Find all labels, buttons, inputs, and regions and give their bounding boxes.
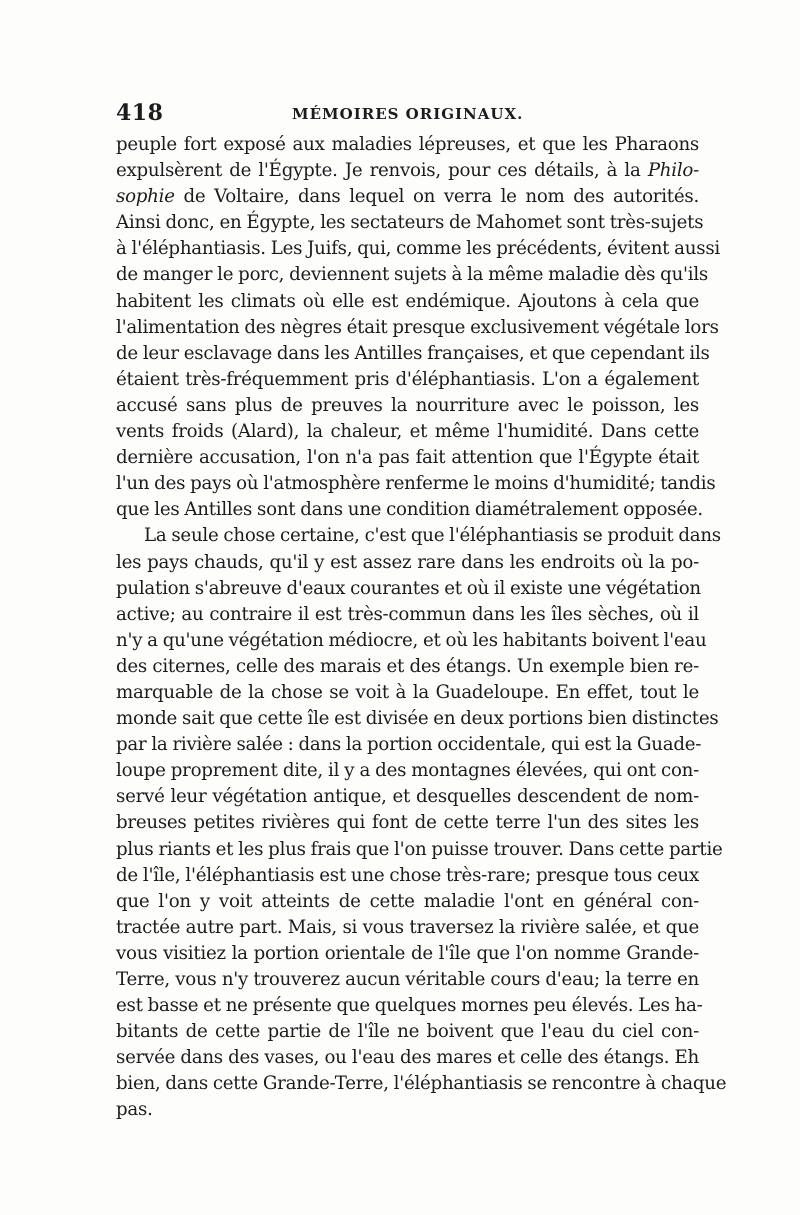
text-line: l'un des pays où l'atmosphère renferme le moins d'humidité; tandis [116,473,716,495]
text-segment: expulsèrent de l'Égypte. Je renvois, pour ces détails, à la [116,160,641,182]
text-line: bien, dans cette Grande-Terre, l'éléphantiasis se rencontre à chaque [116,1073,727,1095]
text-line: La seule chose certaine, c'est que l'éléphantiasis se produit dans [144,525,721,547]
paragraph [116,523,727,1123]
running-head: MÉMOIRES ORIGINAUX. [292,105,524,123]
book-title-italic: sophie [116,186,175,208]
text-line: bitants de cette partie de l'île ne boivent que l'eau du ciel con- [116,1021,699,1043]
text-line: de leur esclavage dans les Antilles françaises, et que cependant ils [116,342,710,364]
text-line: des citernes, celle des marais et des étangs. Un exemple bien re- [116,655,699,677]
text-line: servée dans des vases, ou l'eau des mares et celle des étangs. Eh [116,1047,699,1069]
text-segment: de Voltaire, dans lequel on verra le nom des autorités. [174,186,699,208]
text-line: de manger le porc, deviennent sujets à la même maladie dès qu'ils [116,264,709,286]
text-line: que les Antilles sont dans une condition diamétralement opposée. [116,499,703,521]
text-line: pulation s'abreuve d'eaux courantes et où il existe une végétation [116,577,701,599]
text-line: par la rivière salée : dans la portion occidentale, qui est la Guade- [116,734,702,756]
text-line: plus riants et les plus frais que l'on puisse trouver. Dans cette partie [116,838,723,860]
text-line: Terre, vous n'y trouverez aucun véritable cours d'eau; la terre en [116,969,699,990]
text-line: l'alimentation des nègres était presque exclusivement végétale lors [116,316,719,338]
page-number: 418 [116,100,164,126]
text-line: est basse et ne présente que quelques mornes peu élevés. Les ha- [116,995,703,1017]
body-text [116,132,727,1124]
text-line: loupe proprement dite, il y a des montagnes élevées, qui ont con- [116,760,699,782]
text-line: breuses petites rivières qui font de cette terre l'un des sites les [116,812,699,834]
text-line: à l'éléphantiasis. Les Juifs, qui, comme les précédents, évitent aussi [116,238,720,260]
text-line: de l'île, l'éléphantiasis est une chose très-rare; presque tous ceux [116,864,699,886]
text-line: n'y a qu'une végétation médiocre, et où les habitants boivent l'eau [116,629,707,651]
text-line: vents froids (Alard), la chaleur, et même l'humidité. Dans cette [116,421,699,443]
text-line: servé leur végétation antique, et desquelles descendent de nom- [116,786,699,808]
text-line: que l'on y voit atteints de cette maladie l'ont en général con- [116,890,699,912]
text-line: Ainsi donc, en Égypte, les sectateurs de Mahomet sont très-sujets [116,212,704,234]
book-title-italic: Philo- [647,160,699,182]
text-line: les pays chauds, qu'il y est assez rare dans les endroits où la po- [116,551,699,573]
text-line [116,184,699,210]
text-line: active; au contraire il est très-commun dans les îles sèches, où il [116,603,699,625]
text-line: pas. [116,1099,153,1121]
text-line: monde sait que cette île est divisée en deux portions bien distinctes [116,708,719,730]
text-line: dernière accusation, l'on n'a pas fait attention que l'Égypte était [116,447,699,469]
text-line: accusé sans plus de preuves la nourriture avec le poisson, les [116,394,699,416]
text-line: peuple fort exposé aux maladies lépreuses, et que les Pharaons [116,134,699,155]
text-line [116,158,699,184]
paragraph [116,132,720,523]
text-line: habitent les climats où elle est endémique. Ajoutons à cela que [116,290,699,312]
text-line: marquable de la chose se voit à la Guadeloupe. En effet, tout le [116,681,699,703]
text-line: étaient très-fréquemment pris d'éléphantiasis. L'on a également [116,368,699,390]
page-header [116,100,696,130]
text-line: vous visitiez la portion orientale de l'île que l'on nomme Grande- [116,942,699,964]
text-line: tractée autre part. Mais, si vous traversez la rivière salée, et que [116,916,699,938]
